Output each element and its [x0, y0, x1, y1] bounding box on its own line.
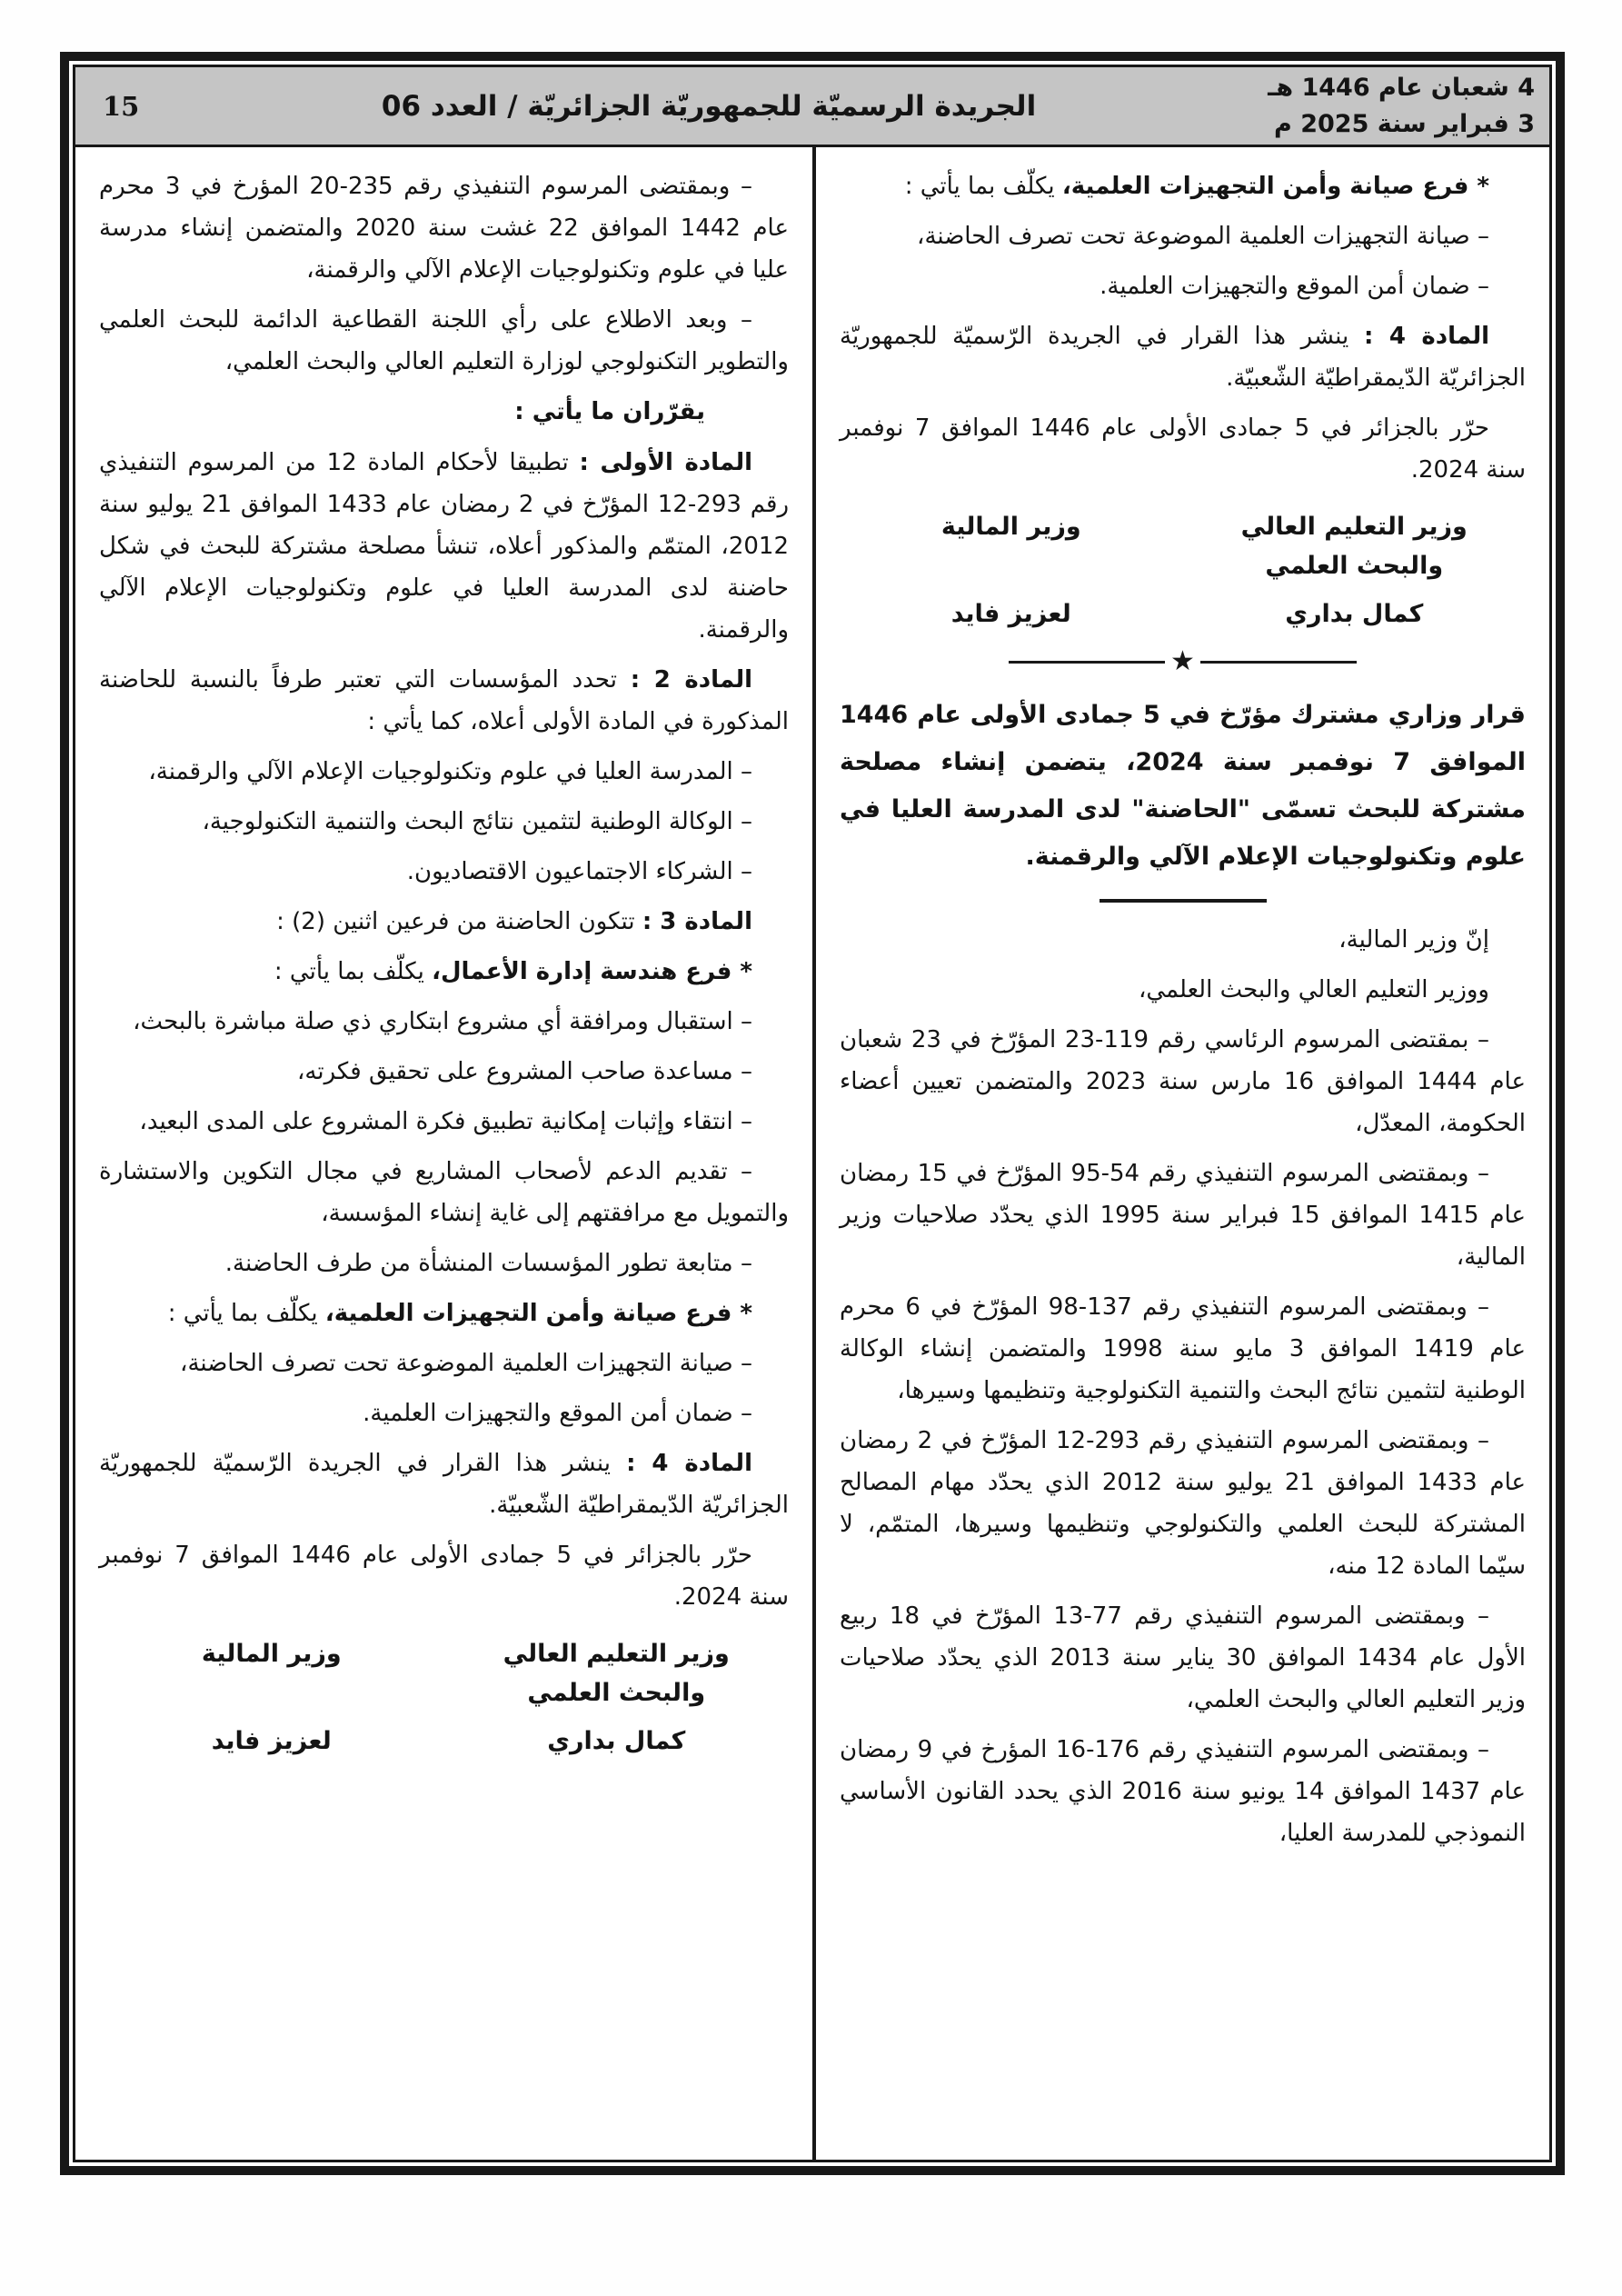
minister-name: كمال بداري — [1285, 600, 1424, 628]
star-separator — [840, 645, 1526, 677]
visa-paragraph: – وبمقتضى المرسوم التنفيذي رقم 77-13 المؤرّخ في 18 ربيع الأول عام 1434 الموافق 30 يناير سنة 2013 الذي يحدّد صلاحيات وزير التعليم العالي والبحث العلمي، — [840, 1602, 1527, 1713]
bullet-item: – الوكالة الوطنية لتثمين نتائج البحث والتنمية التكنولوجية، — [202, 808, 752, 835]
intro-line: ووزير التعليم العالي والبحث العلمي، — [1138, 976, 1489, 1003]
article-3-label: المادة 3 : — [642, 908, 752, 935]
separator-line — [1009, 661, 1165, 664]
article-1-paragraph — [99, 442, 789, 651]
article-2-label: المادة 2 : — [630, 666, 752, 694]
visa-paragraph: – وبمقتضى المرسوم التنفيذي رقم 293-12 المؤرّخ في 2 رمضان عام 1433 الموافق 21 يوليو سنة 2012 الذي يحدّد مهام المصالح المشتركة للبحث العلمي والتكنولوجي وتنظيمها وسيرها، المتمّم، لا سيّما المادة 12 منه، — [840, 1427, 1526, 1580]
branch-heading-label: * فرع هندسة إدارة الأعمال، — [432, 958, 752, 985]
minister-name: لعزيز فايد — [211, 1727, 332, 1755]
bullet-item: – المدرسة العليا في علوم وتكنولوجيات الإعلام الآلي والرقمنة، — [148, 758, 752, 785]
visa-paragraph: – وبمقتضى المرسوم التنفيذي رقم 137-98 المؤرّخ في 6 محرم عام 1419 الموافق 3 مايو سنة 1998 والمتضمن إنشاء الوكالة الوطنية لتثمين نتائج البحث والتنمية التكنولوجية وتنظيمها وسيرها، — [840, 1293, 1526, 1404]
minister-name: لعزيز فايد — [950, 600, 1071, 628]
decide-line: يقرّران ما يأتي : — [514, 398, 705, 425]
done-at-paragraph: حرّر بالجزائر في 5 جمادى الأولى عام 1446 الموافق 7 نوفمبر سنة 2024. — [840, 414, 1526, 484]
separator-line — [1200, 661, 1357, 664]
header-dates — [1268, 70, 1535, 143]
article-4-paragraph — [99, 1442, 789, 1526]
star-icon: ★ — [1170, 645, 1195, 677]
signature-minister-higher-education — [444, 1634, 790, 1761]
minister-title: وزير المالية — [940, 513, 1081, 541]
signature-block — [840, 507, 1526, 634]
minister-title: وزير المالية — [201, 1640, 342, 1668]
visa-paragraph: – وبعد الاطلاع على رأي اللجنة القطاعية الدائمة للبحث العلمي والتطوير التكنولوجي لوزارة التعليم العالي والبحث العلمي، — [99, 306, 789, 375]
branch-heading-label: * فرع صيانة وأمن التجهيزات العلمية، — [324, 1300, 752, 1327]
visa-paragraph: – بمقتضى المرسوم الرئاسي رقم 119-23 المؤرّخ في 23 شعبان عام 1444 الموافق 16 مارس سنة 2023 والمتضمن تعيين أعضاء الحكومة، المعدّل، — [840, 1026, 1526, 1137]
minister-title: والبحث العلمي — [1265, 552, 1444, 580]
bullet-item: – صيانة التجهيزات العلمية الموضوعة تحت تصرف الحاضنة، — [917, 223, 1489, 250]
bullet-item: – الشركاء الاجتماعيون الاقتصاديون. — [406, 858, 752, 885]
minister-title: والبحث العلمي — [527, 1679, 706, 1707]
article-4-label: المادة 4 : — [1363, 323, 1489, 350]
article-3-text: تتكون الحاضنة من فرعين اثنين (2) : — [276, 908, 635, 935]
bullet-item: – استقبال ومرافقة أي مشروع ابتكاري ذي صلة مباشرة بالبحث، — [133, 1008, 752, 1035]
bullet-item: – انتقاء وإثبات إمكانية تطبيق فكرة المشروع على المدى البعيد، — [139, 1108, 752, 1135]
column-right — [812, 147, 1549, 2160]
bullet-item: – تقديم الدعم لأصحاب المشاريع في مجال التكوين والاستشارة والتمويل مع مرافقتهم إلى غاية إنشاء المؤسسة، — [99, 1158, 789, 1227]
branch-heading-label: * فرع صيانة وأمن التجهيزات العلمية، — [1061, 173, 1489, 200]
signature-minister-finance — [99, 1634, 444, 1761]
visa-paragraph: – وبمقتضى المرسوم التنفيذي رقم 235-20 المؤرخ في 3 محرم عام 1442 الموافق 22 غشت سنة 2020 والمتضمن إنشاء مدرسة عليا في علوم وتكنولوجيات الإعلام الآلي والرقمنة، — [99, 173, 789, 284]
bullet-item: – ضمان أمن الموقع والتجهيزات العلمية. — [363, 1400, 752, 1427]
branch-heading-rest: يكلّف بما يأتي : — [904, 173, 1055, 200]
hijri-date: 4 شعبان عام 1446 هـ — [1268, 73, 1535, 102]
branch-heading — [99, 1293, 789, 1334]
minister-name: كمال بداري — [547, 1727, 686, 1755]
signature-block — [99, 1634, 789, 1761]
signature-minister-higher-education — [1183, 507, 1527, 634]
article-4-text: ينشر هذا القرار في الجريدة الرّسميّة للجمهوريّة الجزائريّة الدّيمقراطيّة الشّعبيّة. — [99, 1450, 789, 1519]
visa-paragraph: – وبمقتضى المرسوم التنفيذي رقم 176-16 المؤرخ في 9 رمضان عام 1437 الموافق 14 يونيو سنة 2016 الذي يحدد القانون الأساسي النموذجي للمدرسة العليا، — [840, 1736, 1526, 1847]
article-2-paragraph — [99, 659, 789, 743]
bullet-item: – مساعدة صاحب المشروع على تحقيق فكرته، — [297, 1058, 752, 1085]
article-4-paragraph — [840, 315, 1526, 399]
page-frame-inner — [73, 65, 1552, 2162]
branch-heading — [840, 165, 1526, 207]
column-left — [75, 147, 812, 2160]
branch-heading-rest: يكلّف بما يأتي : — [274, 958, 424, 985]
bullet-item: – متابعة تطور المؤسسات المنشأة من طرف الحاضنة. — [224, 1250, 752, 1277]
article-1-label: المادة الأولى : — [579, 449, 753, 476]
page-number: 15 — [103, 90, 140, 122]
minister-title: وزير التعليم العالي — [503, 1640, 730, 1668]
article-1-text: تطبيقا لأحكام المادة 12 من المرسوم التنفيذي رقم 293-12 المؤرّخ في 2 رمضان عام 1433 الموافق 21 يوليو سنة 2012، المتمّم والمذكور أعلاه، تنشأ مصلحة مشتركة للبحث في شكل حاضنة لدى المدرسة العليا في علوم وتكنولوجيات الإعلام الآلي والرقمنة. — [99, 449, 790, 644]
visa-paragraph: – وبمقتضى المرسوم التنفيذي رقم 54-95 المؤرّخ في 15 رمضان عام 1415 الموافق 15 فبراير سنة 1995 الذي يحدّد صلاحيات وزير المالية، — [840, 1160, 1526, 1271]
content — [75, 147, 1549, 2160]
decree-title: قرار وزاري مشترك مؤرّخ في 5 جمادى الأولى عام 1446 الموافق 7 نوفمبر سنة 2024، يتضمن إنشاء مصلحة مشتركة للبحث تسمّى "الحاضنة" لدى المدرسة العليا في علوم وتكنولوجيات الإعلام الآلي والرقمنة. — [840, 701, 1527, 871]
short-separator — [1100, 899, 1267, 903]
article-4-label: المادة 4 : — [626, 1450, 752, 1477]
article-4-text: ينشر هذا القرار في الجريدة الرّسميّة للجمهوريّة الجزائريّة الدّيمقراطيّة الشّعبيّة. — [840, 323, 1526, 392]
page-frame — [60, 52, 1565, 2175]
journal-title: الجريدة الرسميّة للجمهوريّة الجزائريّة / العدد 06 — [381, 89, 1037, 123]
intro-line: إنّ وزير المالية، — [1338, 926, 1489, 953]
minister-title: وزير التعليم العالي — [1240, 513, 1468, 541]
header — [75, 67, 1549, 147]
bullet-item: – صيانة التجهيزات العلمية الموضوعة تحت تصرف الحاضنة، — [180, 1350, 752, 1377]
bullet-item: – ضمان أمن الموقع والتجهيزات العلمية. — [1100, 273, 1489, 300]
done-at-paragraph: حرّر بالجزائر في 5 جمادى الأولى عام 1446 الموافق 7 نوفمبر سنة 2024. — [99, 1542, 789, 1611]
gregorian-date: 3 فبراير سنة 2025 م — [1274, 109, 1535, 138]
article-2-text: تحدد المؤسسات التي تعتبر طرفاً بالنسبة للحاضنة المذكورة في المادة الأولى أعلاه، كما يأتي : — [99, 666, 789, 735]
article-3-paragraph — [99, 901, 789, 943]
branch-heading — [99, 951, 789, 993]
signature-minister-finance — [840, 507, 1183, 634]
branch-heading-rest: يكلّف بما يأتي : — [167, 1300, 318, 1327]
